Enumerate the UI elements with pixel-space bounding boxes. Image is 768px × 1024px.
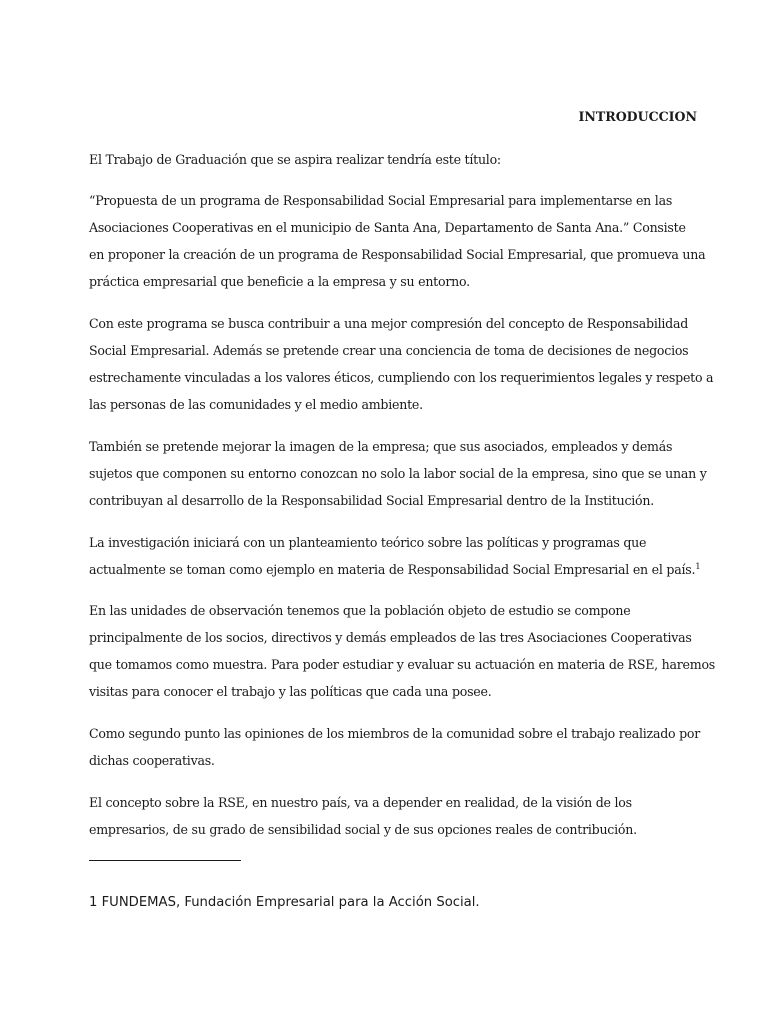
text-line: práctica empresarial que beneficie a la empresa y su entorno. xyxy=(89,274,470,289)
text-line: empresarios, de su grado de sensibilidad social y de sus opciones reales de contribución. xyxy=(89,822,637,837)
paragraph-rse-concept xyxy=(89,789,699,843)
text-line: “Propuesta de un programa de Responsabilidad Social Empresarial para implementarse en las xyxy=(89,193,673,208)
text-line: Social Empresarial. Además se pretende crear una conciencia de toma de decisiones de negocios xyxy=(89,343,689,358)
paragraph-observation-units xyxy=(89,597,715,705)
text-line: Con este programa se busca contribuir a una mejor compresión del concepto de Responsabilidad xyxy=(89,316,689,331)
text-line: en proponer la creación de un programa de Responsabilidad Social Empresarial, que promueva una xyxy=(89,247,706,262)
paragraph-community-opinions xyxy=(89,720,699,774)
text-line: dichas cooperativas. xyxy=(89,753,215,768)
paragraph-proposal xyxy=(89,187,706,295)
document-heading: INTRODUCCION xyxy=(578,109,697,124)
text-line: El Trabajo de Graduación que se aspira realizar tendría este título: xyxy=(89,152,501,167)
text-line: visitas para conocer el trabajo y las políticas que cada una posee. xyxy=(89,684,492,699)
paragraph-program-goal xyxy=(89,310,714,418)
text-line: El concepto sobre la RSE, en nuestro país, va a depender en realidad, de la visión de los xyxy=(89,795,632,810)
paragraph-research-start xyxy=(89,529,699,583)
footnote-text: 1 FUNDEMAS, Fundación Empresarial para la Acción Social. xyxy=(89,895,480,910)
text-line: sujetos que componen su entorno conozcan no solo la labor social de la empresa, sino que se unan y xyxy=(89,466,707,481)
text-line: También se pretende mejorar la imagen de la empresa; que sus asociados, empleados y demás xyxy=(89,439,673,454)
text-line: que tomamos como muestra. Para poder estudiar y evaluar su actuación en materia de RSE, haremos xyxy=(89,657,715,672)
text-line-content: actualmente se toman como ejemplo en materia de Responsabilidad Social Empresarial en el país. xyxy=(89,562,696,577)
footnote-separator xyxy=(89,860,241,861)
paragraph-company-image xyxy=(89,433,707,514)
text-line: En las unidades de observación tenemos que la población objeto de estudio se compone xyxy=(89,603,631,618)
text-line: principalmente de los socios, directivos y demás empleados de las tres Asociaciones Cooperativas xyxy=(89,630,692,645)
text-line: las personas de las comunidades y el medio ambiente. xyxy=(89,397,423,412)
text-line: Como segundo punto las opiniones de los miembros de la comunidad sobre el trabajo realizado por xyxy=(89,726,701,741)
footnote-reference: 1 xyxy=(695,562,701,572)
paragraph-title-intro xyxy=(89,146,699,173)
text-line: La investigación iniciará con un planteamiento teórico sobre las políticas y programas que xyxy=(89,535,647,550)
text-line xyxy=(89,556,699,583)
text-line: estrechamente vinculadas a los valores éticos, cumpliendo con los requerimientos legales y respeto a xyxy=(89,370,714,385)
text-line: Asociaciones Cooperativas en el municipio de Santa Ana, Departamento de Santa Ana.” Consiste xyxy=(89,220,686,235)
text-line: contribuyan al desarrollo de la Responsabilidad Social Empresarial dentro de la Institución. xyxy=(89,493,655,508)
